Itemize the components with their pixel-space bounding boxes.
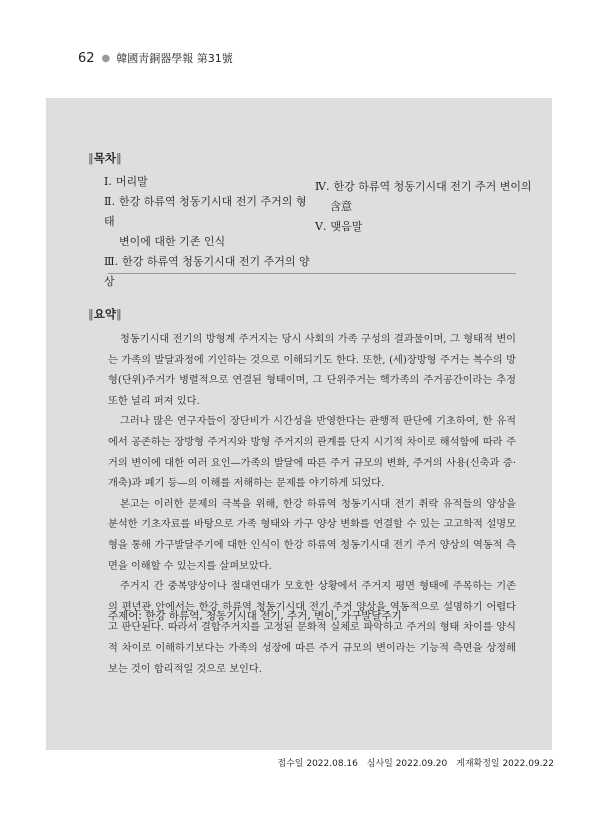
- toc-number: Ⅱ.: [104, 195, 115, 208]
- heading-marker: ‖: [115, 307, 122, 321]
- toc-item[interactable]: [315, 217, 535, 237]
- page-number: 62: [78, 50, 95, 66]
- toc-text: 한강 하류역 청동기시대 전기 주거의 형태: [104, 195, 307, 228]
- toc-text-continued: 含意: [330, 200, 352, 213]
- toc-number: Ⅲ.: [104, 255, 119, 268]
- toc-item[interactable]: [315, 177, 535, 217]
- accepted-date: 게재확정일 2022.09.22: [456, 759, 554, 769]
- heading-marker: ‖: [88, 151, 94, 165]
- abstract-paragraph: 주거지 간 중복양상이나 절대연대가 모호한 상황에서 주거지 평면 형태에 주목하는 기존의 편년관 안에서는 한강 하류역 청동기시대 전기 주거 양상을 역동적으로 설명하기 어렵다고 판단된다. 따라서 결합주거지를 고정된 문화적 실체로 파악하고 주거의 형태 차이를 양식적 차이로 이해하기보다는 가족의 성장에 따른 주거 규모의 변이라는 기능적 측면을 상정해 보는 것이 합리적일 것으로 보인다.: [108, 581, 516, 675]
- received-date: 접수일 2022.08.16: [277, 759, 358, 769]
- toc-number: Ⅴ.: [315, 220, 327, 233]
- toc-number: Ⅰ.: [104, 175, 112, 188]
- toc-text-continued: 변이에 대한 기존 인식: [119, 235, 226, 248]
- divider: [108, 273, 516, 274]
- abstract-heading-title: 요약: [93, 307, 116, 321]
- abstract-paragraph: 본고는 이러한 문제의 극복을 위해, 한강 하류역 청동기시대 전기 취락 유적들의 양상을 분석한 기초자료를 바탕으로 가족 형태와 가구 양상 변화를 연결할 수 있는 고고학적 설명모형을 통해 가구발달주기에 대한 인식이 한강 하류역 청동기시대 전기 주거 양상의 역동적 측면을 이해할 수 있는지를 살펴보았다.: [108, 498, 516, 572]
- toc-right-column: [315, 177, 535, 237]
- toc-number: Ⅳ.: [315, 180, 330, 193]
- review-date: 심사일 2022.09.20: [366, 759, 448, 769]
- journal-title: 韓國靑銅器學報 第31號: [116, 52, 233, 65]
- article-dates: [271, 756, 554, 769]
- toc-text: 한강 하류역 청동기시대 전기 주거의 양상: [104, 255, 310, 288]
- running-header: [78, 50, 233, 66]
- keywords: 주제어: 한강 하류역, 청동기시대 전기, 주거, 변이, 가구발달주기: [108, 610, 402, 622]
- abstract-paragraph: 청동기시대 전기의 방형계 주거지는 당시 사회의 가족 구성의 결과물이며, 그 형태적 변이는 가족의 발달과정에 기인하는 것으로 이해되기도 한다. 또한, (세)장방형 주거는 복수의 방형(단위)주거가 병렬적으로 연결된 형태이며, 그 단위주거는 핵가족의 주거공간이라는 추정 또한 널리 퍼져 있다.: [108, 334, 516, 407]
- toc-left-column: [104, 172, 314, 292]
- heading-marker: ‖: [88, 307, 94, 321]
- bullet-icon: ●: [101, 52, 111, 64]
- toc-item[interactable]: [104, 192, 314, 252]
- toc-heading: [88, 150, 122, 166]
- toc-item[interactable]: [104, 172, 314, 192]
- abstract-paragraph: 그러나 많은 연구자들이 장단비가 시간성을 반영한다는 관행적 판단에 기초하여, 한 유적에서 공존하는 장방형 주거지와 방형 주거지의 관계를 단지 시기적 차이로 해석함에 따라 주거의 변이에 대한 여러 요인—가족의 발달에 따른 주거 규모의 변화, 주거의 사용(신축과 증·개축)과 폐기 등—의 이해를 저해하는 문제를 야기하게 되었다.: [108, 416, 516, 490]
- heading-marker: ‖: [115, 151, 122, 165]
- toc-text: 한강 하류역 청동기시대 전기 주거 변이의: [333, 180, 532, 193]
- toc-text: 맺음말: [330, 220, 363, 233]
- toc-item[interactable]: [104, 252, 314, 292]
- abstract-heading: [88, 306, 122, 322]
- abstract-body: [108, 330, 516, 680]
- toc-text: 머리말: [115, 175, 148, 188]
- toc-heading-title: 목차: [93, 151, 116, 165]
